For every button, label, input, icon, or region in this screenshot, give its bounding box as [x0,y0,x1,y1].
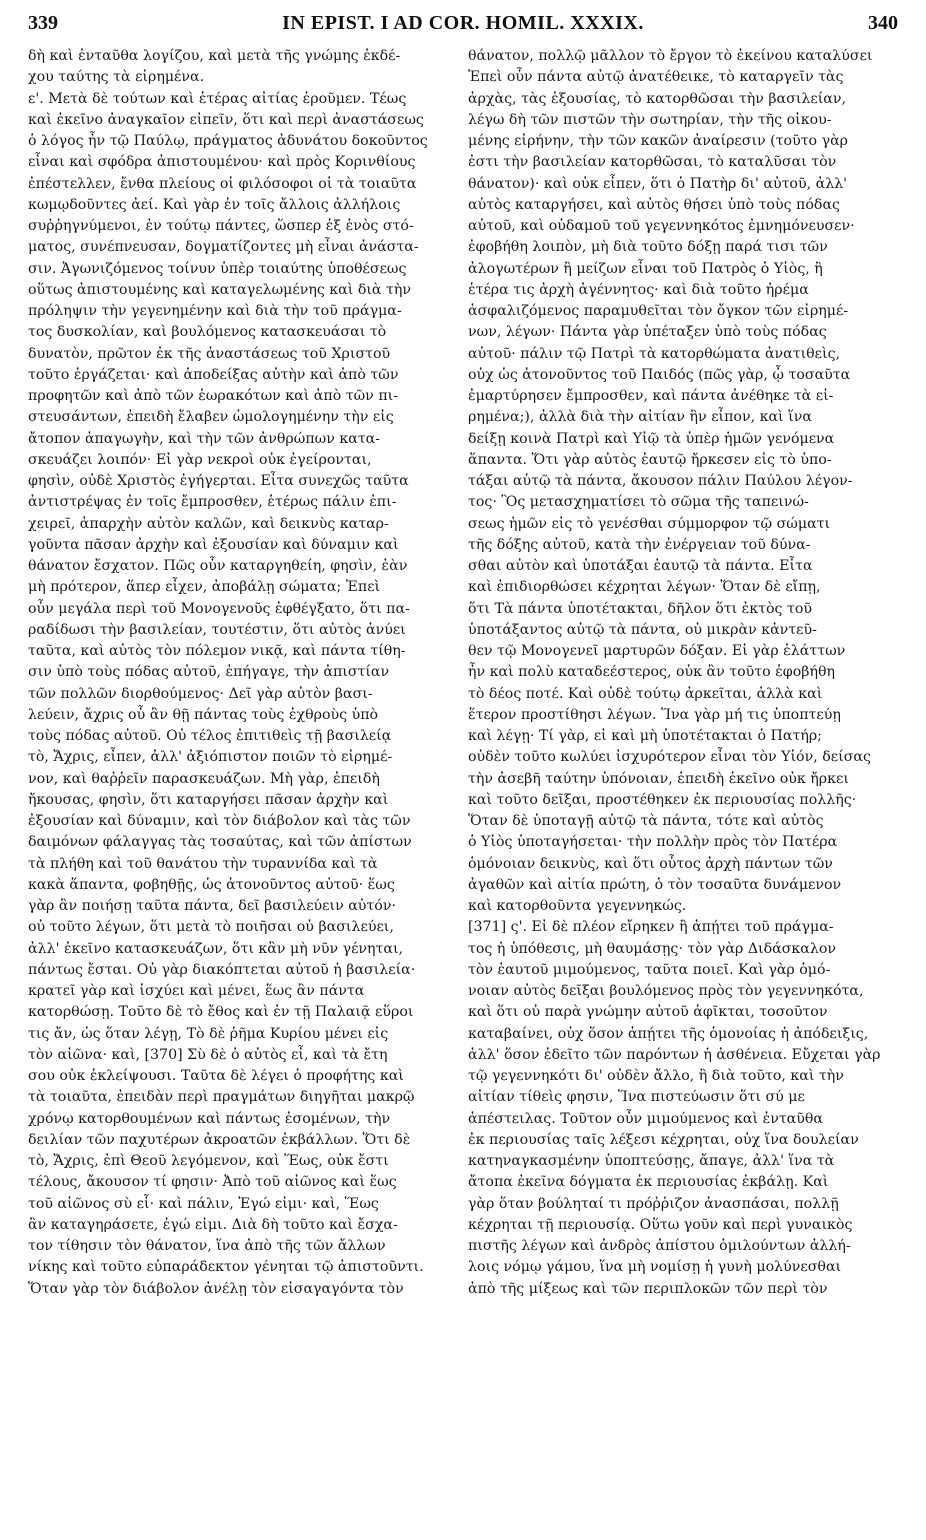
text-line: ἀγαθῶν καὶ αἰτία πρώτη, ὁ τὸν τοσαῦτα δυνάμενον [468,876,842,893]
text-line: δειλίαν τῶν παχυτέρων ἀκροατῶν ἐκβάλλων. Ὅτι δὲ [28,1131,411,1148]
page-number-right: 340 [868,12,898,34]
text-line: νίκης καὶ τοῦτο εὐπαράδεκτον γένηται τῷ ἀπιστοῦντι. [28,1259,424,1276]
text-line: οὕτως ἀπιστουμένης καὶ καταγελωμένης καὶ διὰ τὴν [28,281,411,298]
text-line: δυνατὸν, πρῶτον ἐκ τῆς ἀναστάσεως τοῦ Χριστοῦ [28,345,391,362]
text-line: τῶν πολλῶν διορθούμενος· Δεῖ γὰρ αὐτὸν βασι- [28,685,373,702]
text-line: χειρεῖ, ἀπαρχὴν αὐτὸν καλῶν, καὶ δεικνὺς καταρ- [28,515,389,532]
text-line: τος ἡ ὑπόθεσις, μὴ θαυμάσῃς· τὸν γὰρ Διδάσκαλον [468,940,837,957]
text-line: ἀπὸ τῆς μίξεως καὶ τῶν περιπλοκῶν τῶν περὶ τὸν [468,1280,828,1297]
text-line: στευσάντων, ἐπειδὴ ἔλαβεν ὡμολογημένην τὴν εἰς [28,409,394,426]
text-line: ἅπαντα. Ὅτι γὰρ αὐτὸς ἑαυτῷ ἤρκεσεν εἰς τὸ ὑπο- [468,451,832,468]
text-line: οὐ τοῦτο λέγων, ὅτι μετὰ τὸ ποιῆσαι οὐ βασιλεύει, [28,919,394,936]
text-line: κατορθώσῃ. Τοῦτο δὲ τὸ ἔθος καὶ ἐν τῇ Παλαιᾷ εὕροι [28,1004,414,1021]
text-line: ἀλογωτέρων ἢ μείζων εἶναι τοῦ Πατρὸς ὁ Υἱὸς, ἢ [468,260,823,277]
text-line: τάξαι αὐτῷ τὰ πάντα, ἄκουσον πάλιν Παύλου λέγον- [468,473,853,489]
text-line: ἐπέστελλεν, ἔνθα πλείους οἱ φιλόσοφοι οἱ τὰ τοιαῦτα [28,175,417,192]
text-line: τοῦτο ἐργάζεται· καὶ ἀποδείξας αὐτὴν καὶ ἀπὸ τῶν [28,366,399,383]
text-line: θάνατον ἔσχατον. Πῶς οὖν καταργηθείη, φησὶν, ἐὰν [28,558,408,574]
text-line: τὸν ἑαυτοῦ μιμούμενος, ταῦτα ποιεῖ. Καὶ γὰρ ὁμό- [468,961,831,978]
text-line: αὐτοῦ· πάλιν τῷ Πατρὶ τὰ κατορθώματα ἀνατιθεὶς, [468,345,841,362]
text-line: γὰρ ὅταν βούληταί τι πρόῤῥιζον ἀνασπάσαι, πολλῇ [468,1195,839,1212]
text-line: δὴ καὶ ἐνταῦθα λογίζου, καὶ μετὰ τῆς γνώμης ἐκδέ- [28,48,401,64]
text-line: καὶ λέγῃ· Τί γὰρ, εἰ καὶ μὴ ὑποτέτακται ὁ Πατήρ; [468,728,822,744]
text-line: αἰτίαν τίθεὶς φησιν, Ἵνα πιστεύωσιν ὅτι σύ με [468,1089,805,1106]
text-line: τὴν ἀσεβῆ ταύτην ὑπόνοιαν, ἐπειδὴ ἐκεῖνο οὐκ ἤρκει [468,770,849,787]
text-line: μὴ πρότερον, ἅπερ εἶχεν, ἀποβάλῃ σώματα; Ἐπεὶ [28,579,381,596]
text-line: καὶ ὅτι οὐ παρὰ γνώμην αὐτοῦ ἀφῖκται, τοσοῦτον [468,1004,828,1021]
text-line: τὸ, Ἄχρις, ἐπὶ Θεοῦ λεγόμενον, καὶ Ἕως, οὐκ ἔστι [28,1153,389,1169]
text-line: τὸν αἰῶνα· καὶ, [370] Σὺ δὲ ὁ αὐτὸς εἶ, καὶ τὰ ἔτη [28,1046,388,1063]
text-line: σκευάζει λοιπόν· Εἰ γὰρ νεκροὶ οὐκ ἐγείρονται, [28,451,372,468]
text-line: καταβαίνει, οὐχ ὅσον ἀπῄτει τῆς ὁμονοίας ἡ ἀπόδειξις, [468,1025,869,1042]
text-line: ἐστι τὴν βασιλείαν κατορθῶσαι, τὸ καταλῦσαι τὸν [468,154,837,171]
text-line: δείξῃ κοινὰ Πατρὶ καὶ Υἱῷ τὰ ὑπὲρ ἡμῶν γενόμενα [468,430,835,447]
text-line: τὰ πλήθη καὶ τοῦ θανάτου τὴν τυραννίδα καὶ τὰ [28,855,378,872]
text-line: ματος, συνέπνευσαν, δογματίζοντες μὴ εἶναι ἀνάστα- [28,239,419,256]
text-line: τέλους, ἄκουσον τί φησιν· Ἀπὸ τοῦ αἰῶνος καὶ ἕως [28,1174,397,1191]
page-number-left: 339 [28,12,58,34]
text-line: ἐμαρτύρησεν ἔμπροσθεν, καὶ πάντα ἀνέθηκε τὰ εἰ- [468,388,834,404]
text-line: τῷ γεγεννηκότι δι' οὐδὲν ἄλλο, ἢ διὰ τοῦτο, καὶ τὴν [468,1068,844,1084]
text-line: ἀπέστειλας. Τοῦτον οὖν μιμούμενος καὶ ἐνταῦθα [468,1110,823,1127]
text-line: Ὅταν γὰρ τὸν διάβολον ἀνέλῃ τὸν εἰσαγαγόντα τὸν [28,1280,404,1297]
text-line: τος· Ὃς μετασχηματίσει τὸ σῶμα τῆς ταπεινώ- [468,494,809,511]
text-line: ὁ Υἱὸς ὑποταγήσεται· τὴν πολλὴν πρὸς τὸν Πατέρα [468,834,838,851]
text-line: αὐτοῦ, καὶ οὐδαμοῦ τοῦ γεγεννηκότος ἐμνημόνευσεν· [468,218,855,234]
text-line: [371] ς'. Εἰ δὲ πλέον εἴρηκεν ἢ ἀπῄτει τοῦ πράγμα- [468,919,834,936]
text-line: τον τίθησιν τὸν θάνατον, ἵνα ἀπὸ τῆς τῶν ἄλλων [28,1238,386,1254]
text-line: ἕτερον προστίθησι λέγων. Ἵνα γὰρ μή τις ὑποπτεύῃ [468,706,841,723]
text-line: λοις νόμῳ γάμου, ἵνα μὴ νομίσῃ ἡ γυνὴ μολύνεσθαι [468,1259,842,1276]
text-line: ἦν καὶ πολὺ καταδεέστερος, οὐκ ἂν τοῦτο ἐφοβήθη [468,664,836,681]
running-head-title: IN EPIST. I AD COR. HOMIL. XXXIX. [282,12,644,34]
text-line: θεν τῷ Μονογενεῖ μαρτυρῶν δόξαν. Εἰ γὰρ ἐλάττων [468,643,846,659]
text-line: ἄτοπον ἀπαγωγὴν, καὶ τὴν τῶν ἀνθρώπων κατα- [28,430,381,447]
text-line: νων, λέγων· Πάντα γὰρ ὑπέταξεν ὑπὸ τοὺς πόδας [468,324,827,341]
text-line: χρόνῳ κατορθουμένων καὶ πάντως ἐσομένων, τὴν [28,1110,391,1127]
text-line: ἀντιστρέψας ἐν τοῖς ἔμπροσθεν, ἑτέρως πάλιν ἐπι- [28,494,397,511]
text-line: θάνατον, πολλῷ μᾶλλον τὸ ἔργον τὸ ἐκείνου καταλύσει [468,48,873,64]
text-line: οὐδὲν τοῦτο κωλύει ἰσχυρότερον εἶναι τὸν Υἱόν, δείσας [468,749,871,766]
text-line: ὅτι Τὰ πάντα ὑποτέτακται, δῆλον ὅτι ἐκτὸς τοῦ [468,600,812,617]
text-line: δαιμόνων φάλαγγας τὰς τοσαύτας, καὶ τῶν ἀπίστων [28,834,412,851]
text-line: εἶναι καὶ σφόδρα ἀπιστουμένου· καὶ πρὸς Κορινθίους [28,154,416,171]
text-line: συῤῥηγνύμενοι, ἐν τούτῳ πάντες, ὥσπερ ἐξ ἑνὸς στό- [28,218,414,234]
text-line: ραδίδωσι τὴν βασιλείαν, τουτέστιν, ὅτι αὐτὸς ἀνύει [28,621,406,638]
text-line: φησὶν, οὐδὲ Χριστὸς ἐγήγερται. Εἶτα συνεχῶς ταῦτα [28,473,409,489]
text-line: τὰ τοιαῦτα, ἐπειδὰν περὶ πραγμάτων διηγῆται μακρῷ [28,1089,415,1106]
text-line: ἐφοβήθη λοιπὸν, μὴ διὰ τοῦτο δόξῃ παρά τισι τῶν [468,239,828,256]
text-line: Ὅταν δὲ ὑποταγῇ αὐτῷ τὰ πάντα, τότε καὶ αὐτὸς [468,813,824,829]
text-line: ρημένα;), ἀλλὰ διὰ τὴν αἰτίαν ἣν εἶπον, καὶ ἵνα [468,409,812,426]
text-line: λέγω δὴ τῶν πιστῶν τὴν σωτηρίαν, τὴν τῆς οἰκου- [468,111,832,128]
text-line: σου οὐκ ἐκλείψουσι. Ταῦτα δὲ λέγει ὁ προφήτης καὶ [28,1068,404,1084]
text-line: οὐχ ὡς ἀτονοῦντος τοῦ Παιδός (πῶς γὰρ, ᾧ τοσαῦτα [468,366,851,383]
text-line: πάντως ἔσται. Οὐ γὰρ διακόπτεται αὐτοῦ ἡ βασιλεία· [28,961,416,978]
text-line: λεύειν, ἄχρις οὗ ἂν θῇ πάντας τοὺς ἐχθροὺς ὑπὸ [28,706,379,723]
text-line: νοιαν αὐτὸς δεῖξαι βουλόμενος πρὸς τὸν γεγεννηκότα, [468,983,864,999]
text-line: τῆς δόξης αὐτοῦ, κατὰ τὴν ἐνέργειαν τοῦ δύνα- [468,536,811,553]
running-header [28,12,898,42]
text-line: σιν. Ἀγωνιζόμενος τοίνυν ὑπὲρ τοιαύτης ὑποθέσεως [28,260,407,277]
text-line: καὶ ἐπιδιορθώσει κέχρηται λέγων· Ὅταν δὲ εἴπῃ, [468,579,821,596]
text-line: πρόληψιν τὴν γεγενημένην καὶ διὰ τὴν τοῦ πράγμα- [28,303,402,319]
text-line: τοὺς πόδας αὐτοῦ. Οὐ τέλος ἐπιτιθεὶς τῇ βασιλείᾳ [28,728,392,744]
text-line: πιστῆς λέγων καὶ ἀνδρὸς ἀπίστου ὁμιλούντων ἀλλή- [468,1238,851,1254]
text-line: τοῦ αἰῶνος σὺ εἶ· καὶ πάλιν, Ἐγώ εἰμι· καὶ, Ἕως [28,1195,379,1212]
text-line: μένης εἰρήνην, τὴν τῶν κακῶν ἀναίρεσιν (τοῦτο γὰρ [468,133,849,149]
text-line: ἀλλ' ὅσον ἐδεῖτο τῶν παρόντων ἡ ἀσθένεια. Εὔχεται γὰρ [468,1046,881,1063]
text-line: ἑτέρα τις ἀρχὴ ἀγέννητος· καὶ διὰ τοῦτο ἠρέμα [468,281,809,298]
text-line: χου ταύτης τὰ εἰρημένα. [28,69,205,86]
text-line: ὑποτάξαντος αὐτῷ τὰ πάντα, οὐ μικρὰν κἀντεῦ- [468,621,817,638]
text-line: σθαι αὐτὸν καὶ ὑποτάξαι ἑαυτῷ τὰ πάντα. Εἶτα [468,558,813,574]
text-line: γοῦντα πᾶσαν ἀρχὴν καὶ ἐξουσίαν καὶ δύναμιν καὶ [28,536,399,553]
right-text-column [468,46,898,1526]
text-line: κρατεῖ γὰρ καὶ ἰσχύει καὶ μένει, ἕως ἂν πάντα [28,983,365,999]
text-line: Ἐπεὶ οὖν πάντα αὐτῷ ἀνατέθεικε, τὸ καταργεῖν τὰς [468,69,844,86]
text-line: ἂν καταγηράσετε, ἐγώ εἰμι. Διὰ δὴ τοῦτο καὶ ἔσχα- [28,1216,398,1233]
text-line: τὸ, Ἄχρις, εἶπεν, ἀλλ' ἀξιόπιστον ποιῶν τὸ εἰρημέ- [28,749,393,766]
text-line: κέχρηται τῇ περιουσίᾳ. Οὕτω γοῦν καὶ περὶ γυναικὸς [468,1216,853,1233]
text-line: σεως ἡμῶν εἰς τὸ γενέσθαι σύμμορφον τῷ σώματι [468,515,831,532]
text-line: ὁ λόγος ἦν τῷ Παύλῳ, πράγματος ἀδυνάτου δοκοῦντος [28,133,428,149]
text-line: καὶ ἐκεῖνο ἀναγκαῖον εἰπεῖν, ὅτι καὶ περὶ ἀναστάσεως [28,111,424,128]
text-line: ὁμόνοιαν δεικνὺς, καὶ ὅτι οὗτος ἀρχὴ πάντων τῶν [468,855,833,872]
text-line: καὶ κατορθοῦντα γεγεννηκώς. [468,898,687,914]
text-line: ἀλλ' ἐκεῖνο κατασκευάζων, ὅτι κἂν μὴ νῦν γένηται, [28,940,404,957]
text-line: ἀσφαλιζόμενος παραμυθεῖται τὸν ὄγκον τῶν εἰρημέ- [468,303,849,319]
text-line: ἄτοπα ἐκεῖνα δόγματα ἐκ περιουσίας ἐκβάλῃ. Καὶ [468,1174,829,1191]
text-line: θάνατον)· καὶ οὐκ εἶπεν, ὅτι ὁ Πατὴρ δι' αὐτοῦ, ἀλλ' [468,175,848,192]
text-line: προφητῶν καὶ ἀπὸ τῶν ἑωρακότων καὶ ἀπὸ τῶν πι- [28,388,398,404]
text-line: αὐτὸς καταργήσει, καὶ αὐτὸς θήσει ὑπὸ τοὺς πόδας [468,196,840,213]
text-line: καὶ τοῦτο δεῖξαι, προστέθηκεν ἐκ περιουσίας πολλῆς· [468,791,857,808]
text-line: ἐκ περιουσίας ταῖς λέξεσι κέχρηται, οὐχ ἵνα δουλείαν [468,1131,859,1148]
text-line: τος δυσκολίαν, καὶ βουλόμενος κατασκευάσαι τὸ [28,324,387,341]
text-line: ἀρχὰς, τὰς ἐξουσίας, τὸ κατορθῶσαι τὴν βασιλείαν, [468,90,846,107]
text-line: τις ἄν, ὡς ὅταν λέγῃ, Τὸ δὲ ῥῆμα Κυρίου μένει εἰς [28,1025,389,1042]
text-line: κωμῳδοῦντες ἀεί. Καὶ γὰρ ἐν τοῖς ἄλλοις ἀλλήλοις [28,196,401,213]
text-line: ἤκουσας, φησὶν, ὅτι καταργήσει πᾶσαν ἀρχὴν καὶ [28,791,389,808]
text-line: ταῦτα, καὶ αὐτὸς τὸν πόλεμον νικᾷ, καὶ πάντα τίθη- [28,643,406,659]
text-line: ε'. Μετὰ δὲ τούτων καὶ ἑτέρας αἰτίας ἐροῦμεν. Τέως [28,90,407,107]
text-line: κακὰ ἅπαντα, φοβηθῇς, ὡς ἀτονοῦντος αὐτοῦ· ἕως [28,876,395,893]
text-line: νον, καὶ θαῤῥεῖν παρασκευάζων. Μὴ γὰρ, ἐπειδὴ [28,770,380,787]
text-line: σιν ὑπὸ τοὺς πόδας αὐτοῦ, ἐπήγαγε, τὴν ἀπιστίαν [28,664,390,681]
text-line: κατηναγκασμένην ὑποπτεύσῃς, ἄπαγε, ἀλλ' ἵνα τὰ [468,1153,835,1169]
text-line: γὰρ ἂν ποιήσῃ ταῦτα πάντα, δεῖ βασιλεύειν αὐτόν· [28,898,396,914]
text-line: τὸ δέος ποτέ. Καὶ οὐδὲ τούτῳ ἀρκεῖται, ἀλλὰ καὶ [468,685,823,702]
text-line: οὖν μεγάλα περὶ τοῦ Μονογενοῦς ἐφθέγξατο, ὅτι πα- [28,600,410,617]
text-line: ἐξουσίαν καὶ δύναμιν, καὶ τὸν διάβολον καὶ τὰς τῶν [28,813,411,829]
left-text-column [28,46,458,1526]
